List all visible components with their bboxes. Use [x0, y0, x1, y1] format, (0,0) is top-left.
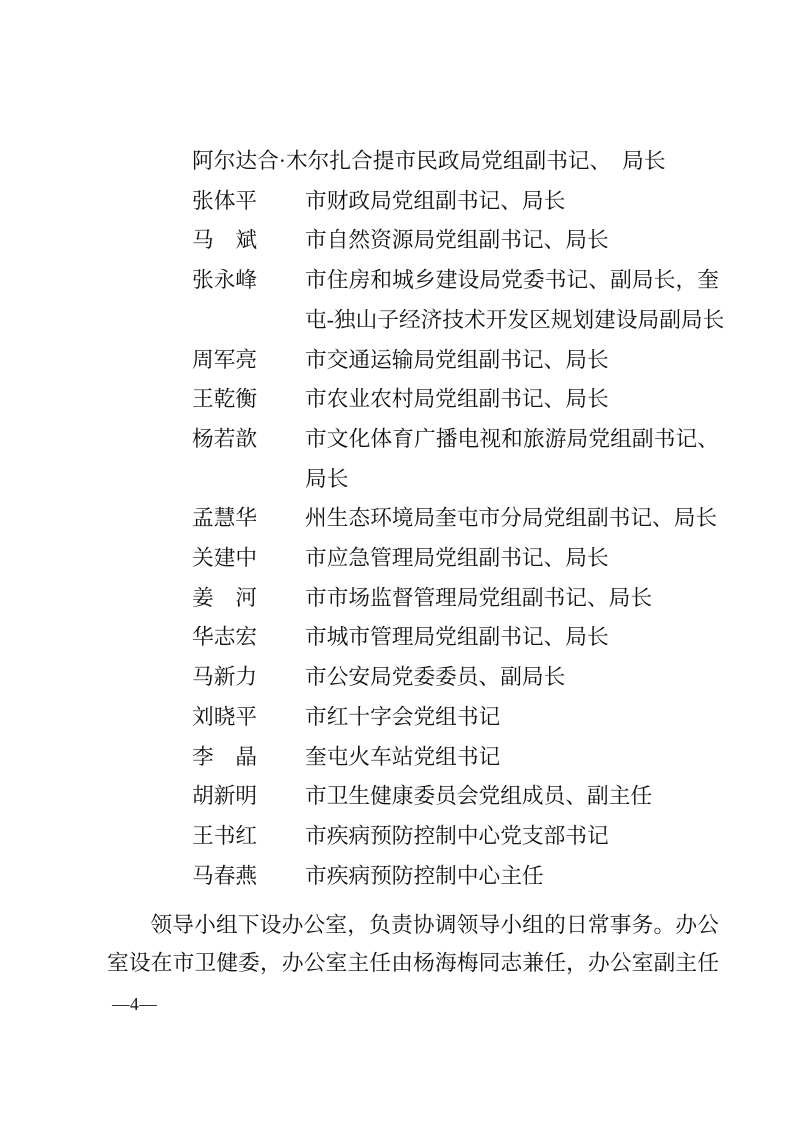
- roster-row: [192, 618, 719, 658]
- position-line: 市自然资源局党组副书记、局长: [305, 228, 609, 253]
- member-name: 刘晓平: [192, 704, 258, 729]
- roster-row: [192, 698, 719, 738]
- roster-row: [192, 579, 719, 619]
- position-line: 市疾病预防控制中心主任: [305, 863, 544, 888]
- roster-row: [192, 182, 719, 222]
- member-position: [305, 261, 725, 340]
- member-name: 马新力: [192, 665, 258, 690]
- position-line: 局长: [305, 466, 349, 491]
- member-position: [305, 221, 719, 261]
- member-position: [305, 817, 719, 857]
- position-line: 市疾病预防控制中心党支部书记: [305, 823, 609, 848]
- member-position: [305, 658, 719, 698]
- member-position: [305, 182, 719, 222]
- roster-row: [192, 380, 719, 420]
- member-name: 马 斌: [192, 228, 258, 253]
- member-position: [305, 341, 719, 381]
- member-name: 王乾衡: [192, 387, 258, 412]
- position-line: 奎屯火车站党组书记: [305, 744, 501, 769]
- position-line: 市交通运输局党组副书记、局长: [305, 347, 609, 372]
- position-line: 市城市管理局党组副书记、局长: [305, 625, 609, 650]
- roster-row: [192, 817, 719, 857]
- roster-row: [192, 420, 719, 499]
- member-position: [305, 738, 719, 778]
- page-number: —4—: [112, 994, 158, 1014]
- position-line: 屯-独山子经济技术开发区规划建设局副局长: [305, 307, 725, 332]
- position-line: 市卫生健康委员会党组成员、副主任: [305, 784, 653, 809]
- member-name: 胡新明: [192, 784, 258, 809]
- member-name: 关建中: [192, 546, 258, 571]
- roster-row: [192, 341, 719, 381]
- member-position: [305, 698, 719, 738]
- roster-row: [192, 261, 725, 340]
- member-name: 张永峰: [192, 268, 258, 293]
- position-line: 市市场监督管理局党组副书记、局长: [305, 585, 653, 610]
- member-position: [305, 420, 719, 499]
- paragraph-line: 领导小组下设办公室，负责协调领导小组的日常事务。办公: [150, 913, 719, 937]
- member-name: 张体平: [192, 188, 258, 213]
- member-position: [394, 142, 719, 182]
- position-line: 市公安局党委委员、副局长: [305, 665, 566, 690]
- member-name: 姜 河: [192, 585, 258, 610]
- roster-row: [192, 857, 719, 897]
- position-line: 市民政局党组副书记、 局长: [394, 149, 666, 173]
- position-line: 州生态环境局奎屯市分局党组副书记、局长: [305, 506, 718, 531]
- position-line: 市应急管理局党组副书记、局长: [305, 546, 609, 571]
- roster-row: [192, 539, 719, 579]
- member-position: [305, 618, 719, 658]
- member-name: 杨若歆: [192, 426, 258, 451]
- member-name: 周军亮: [192, 347, 258, 372]
- member-position: [305, 499, 719, 539]
- closing-paragraph: [107, 906, 719, 982]
- position-line: 市红十字会党组书记: [305, 704, 501, 729]
- position-line: 市财政局党组副书记、局长: [305, 188, 566, 213]
- leader-roster: [192, 142, 725, 896]
- roster-row: [192, 221, 719, 261]
- roster-row: [192, 142, 719, 182]
- member-name: 王书红: [192, 823, 258, 848]
- paragraph-line: 室设在市卫健委，办公室主任由杨海梅同志兼任，办公室副主任: [107, 951, 719, 975]
- member-name: 华志宏: [192, 625, 258, 650]
- position-line: 市文化体育广播电视和旅游局党组副书记、: [305, 426, 719, 451]
- member-name: 阿尔达合·木尔扎合提: [192, 149, 395, 173]
- position-line: 市住房和城乡建设局党委书记、副局长，奎: [305, 268, 719, 293]
- member-position: [305, 380, 719, 420]
- roster-row: [192, 658, 719, 698]
- roster-row: [192, 738, 719, 778]
- member-position: [305, 777, 719, 817]
- member-position: [305, 857, 719, 897]
- roster-row: [192, 777, 719, 817]
- roster-row: [192, 499, 719, 539]
- position-line: 市农业农村局党组副书记、局长: [305, 387, 609, 412]
- member-name: 马春燕: [192, 863, 258, 888]
- member-position: [305, 539, 719, 579]
- member-name: 孟慧华: [192, 506, 258, 531]
- member-position: [305, 579, 719, 619]
- member-name: 李 晶: [192, 744, 258, 769]
